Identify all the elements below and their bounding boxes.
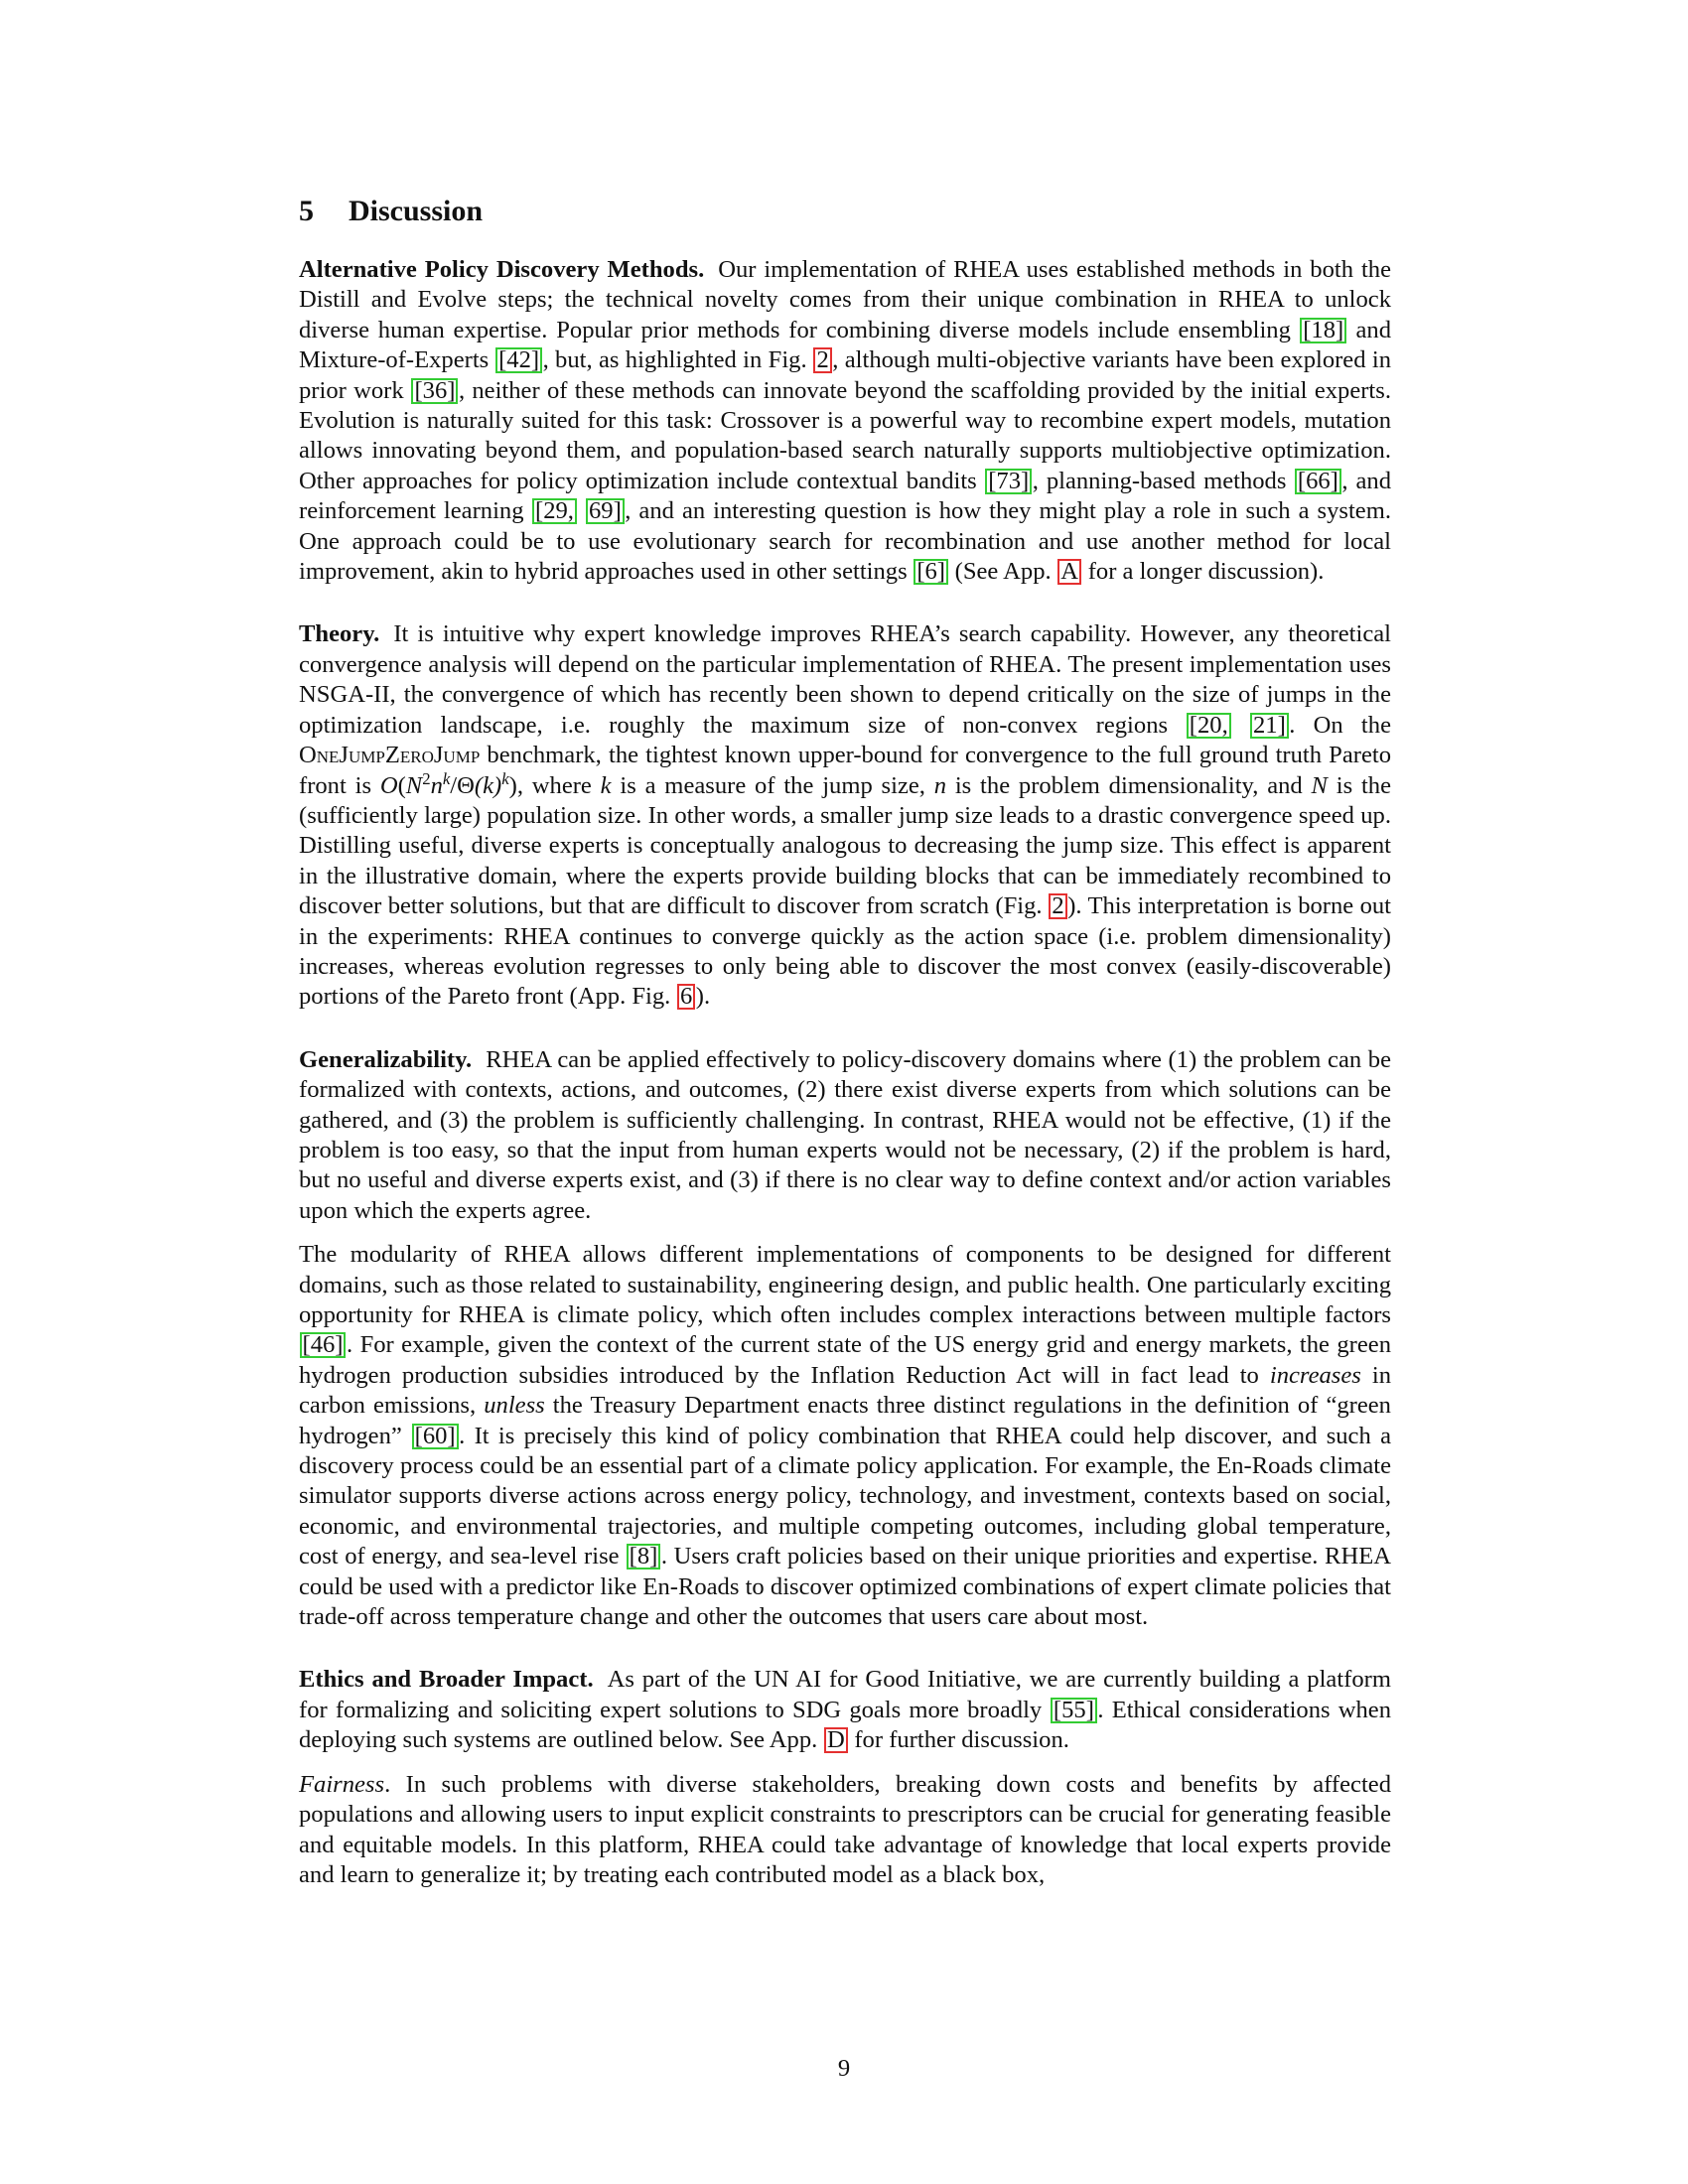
paragraph-ethics [299, 1665, 1391, 1755]
page-body [299, 194, 1391, 1890]
paragraph-alternative-methods [299, 255, 1391, 587]
section-number: 5 [299, 195, 314, 227]
paragraph-heading: Fairness [299, 1770, 385, 1798]
citation-link[interactable]: [20, [1187, 713, 1231, 739]
citation-link[interactable]: [66] [1295, 469, 1341, 494]
emphasis-text: increases [1269, 1361, 1361, 1389]
body-text: benchmark, the tightest known upper-bound for convergence to the full ground truth Pareto front is [299, 742, 1391, 799]
citation-link[interactable]: [36] [411, 378, 458, 404]
math-variable: n [933, 771, 947, 799]
emphasis-text: unless [484, 1392, 545, 1420]
body-text: . On the [1289, 711, 1391, 739]
figure-link[interactable]: 2 [813, 347, 831, 373]
body-text: . It is precisely this kind of policy combination that RHEA could help discover, and such a discovery process could be an essential part of a climate policy application. For example, the En-Roads climate simulator supports diverse actions across energy policy, technology, and investment, contexts based on social, economic, and environmental trajectories, and multiple competing outcomes, including global temperature, cost of energy, and sea-level rise [299, 1422, 1391, 1570]
body-text: ). This interpretation is borne out in the experiments: RHEA continues to converge quickly as the action space (i.e. problem dimensionality) increases, whereas evolution regresses to only being able to discover the most convex (easily-discoverable) portions of the Pareto front (App. Fig. [299, 892, 1391, 1011]
figure-link[interactable]: 6 [677, 984, 695, 1010]
body-text: and Mixture-of-Experts [299, 316, 1391, 374]
body-text: Our implementation of RHEA uses established methods in both the Distill and Evolve steps; the technical novelty comes from their unique combination in RHEA to unlock diverse human expertise. Popular prior methods for combining diverse models include ensembling [299, 256, 1391, 343]
body-text: for further discussion. [848, 1726, 1069, 1754]
body-text: , planning-based methods [1032, 467, 1295, 494]
section-title: Discussion [349, 195, 484, 227]
body-text: , neither of these methods can innovate beyond the scaffolding provided by the initial experts. Evolution is naturally suited for this task: Crossover is a powerful way to recombine expert models, mutation allows innovating beyond them, and population-based search naturally supports multiobjective optimization. Other approaches for policy optimization include contextual bandits [299, 376, 1391, 494]
citation-link[interactable]: [29, [532, 498, 577, 524]
math-variable: N [1311, 771, 1328, 799]
benchmark-name: OneJumpZeroJump [299, 742, 481, 769]
complexity-formula: $O(N^2n^k/\Theta(k)^k)$ [379, 768, 517, 799]
citation-link[interactable]: [55] [1051, 1698, 1097, 1723]
figure-link[interactable]: 2 [1049, 893, 1066, 919]
body-text: As part of the UN AI for Good Initiative, we are currently building a platform for formalizing and soliciting expert solutions to SDG goals more broadly [299, 1666, 1391, 1723]
appendix-link[interactable]: A [1057, 559, 1081, 585]
citation-link[interactable]: [18] [1300, 318, 1346, 343]
paragraph-fairness [299, 1770, 1391, 1891]
body-text: RHEA can be applied effectively to policy-discovery domains where (1) the problem can be formalized with contexts, actions, and outcomes, (2) there exist diverse experts from which solutions can be gathered, and (3) the problem is sufficiently challenging. In contrast, RHEA would not be effective, (1) if the problem is too easy, so that the input from human experts would not be necessary, (2) if the problem is hard, but no useful and diverse experts exist, and (3) if there is no clear way to define context and/or action variables upon which the experts agree. [299, 1045, 1391, 1224]
body-text: the Treasury Department enacts three distinct regulations in the definition of “green hydrogen” [299, 1392, 1391, 1449]
body-text: , and an interesting question is how they might play a role in such a system. One approach could be to use evolutionary search for recombination and use another method for local improvement, akin to hybrid approaches used in other settings [299, 497, 1391, 586]
paragraph-theory [299, 619, 1391, 1012]
paragraph-heading: Ethics and Broader Impact. [299, 1666, 594, 1694]
body-text: is a measure of the jump size, [611, 771, 934, 799]
body-text: . Ethical considerations when deploying such systems are outlined below. See App. [299, 1696, 1392, 1754]
body-text: , where [516, 771, 601, 799]
page-number: 9 [837, 2055, 851, 2082]
body-text: (See App. [948, 558, 1057, 586]
paragraph-heading: Generalizability. [299, 1045, 473, 1073]
body-text: in carbon emissions, [299, 1361, 1392, 1420]
citation-link[interactable]: 69] [586, 498, 625, 524]
appendix-link[interactable]: D [824, 1727, 848, 1753]
body-text: . In such problems with diverse stakeholders, breaking down costs and benefits by affected populations and allowing users to input explicit constraints to prescriptors can be crucial for generating feasible and equitable models. In this platform, RHEA could take advantage of knowledge that local experts provide and learn to generalize it; by treating each contributed model as a black box, [299, 1770, 1391, 1888]
body-text: is the problem dimensionality, and [946, 771, 1312, 799]
body-text: is the (sufficiently large) population size. In other words, a smaller jump size leads to a drastic convergence speed up. Distilling useful, diverse experts is conceptually analogous to decreasing the jump size. This effect is apparent in the illustrative domain, where the experts provide building blocks that can be immediately recombined to discover better solutions, but that are difficult to discover from scratch (Fig. [299, 771, 1391, 920]
body-text: , although multi-objective variants have been explored in prior work [299, 346, 1391, 404]
citation-link[interactable]: [6] [914, 559, 948, 585]
citation-link[interactable]: [42] [495, 347, 542, 373]
body-text: , but, as highlighted in Fig. [542, 346, 813, 374]
citation-link[interactable]: 21] [1250, 713, 1289, 739]
body-text: for a longer discussion). [1081, 558, 1325, 586]
citation-link[interactable]: [8] [627, 1544, 661, 1570]
citation-link[interactable]: [46] [300, 1332, 347, 1358]
body-text: The modularity of RHEA allows different implementations of components to be designed for different domains, such as those related to sustainability, engineering design, and public health. One particularly exciting opportunity for RHEA is climate policy, which often includes complex interactions between multiple factors [299, 1241, 1391, 1328]
body-text: . For example, given the context of the current state of the US energy grid and energy markets, the green hydrogen production subsidies introduced by the Inflation Reduction Act will in fact lead to [299, 1331, 1391, 1389]
body-text: . Users craft policies based on their unique priorities and expertise. RHEA could be used with a predictor like En-Roads to discover optimized combinations of expert climate policies that trade-off across temperature change and other the outcomes that users care about most. [299, 1543, 1391, 1631]
paragraph-heading: Theory. [299, 620, 380, 648]
citation-link[interactable]: [60] [412, 1424, 459, 1449]
citation-link[interactable]: [73] [985, 469, 1032, 494]
paragraph-modularity [299, 1240, 1391, 1632]
body-text: , and reinforcement learning [299, 467, 1392, 525]
paragraph-generalizability [299, 1045, 1391, 1226]
math-variable: k [600, 771, 612, 799]
body-text: ). [695, 983, 711, 1011]
paragraph-heading: Alternative Policy Discovery Methods. [299, 256, 705, 283]
body-text: It is intuitive why expert knowledge improves RHEA’s search capability. However, any theoretical convergence analysis will depend on the particular implementation of RHEA. The present implementation uses NSGA-II, the convergence of which has recently been shown to depend critically on the size of jumps in the optimization landscape, i.e. roughly the maximum size of non-convex regions [299, 620, 1391, 739]
section-heading [299, 194, 1391, 229]
